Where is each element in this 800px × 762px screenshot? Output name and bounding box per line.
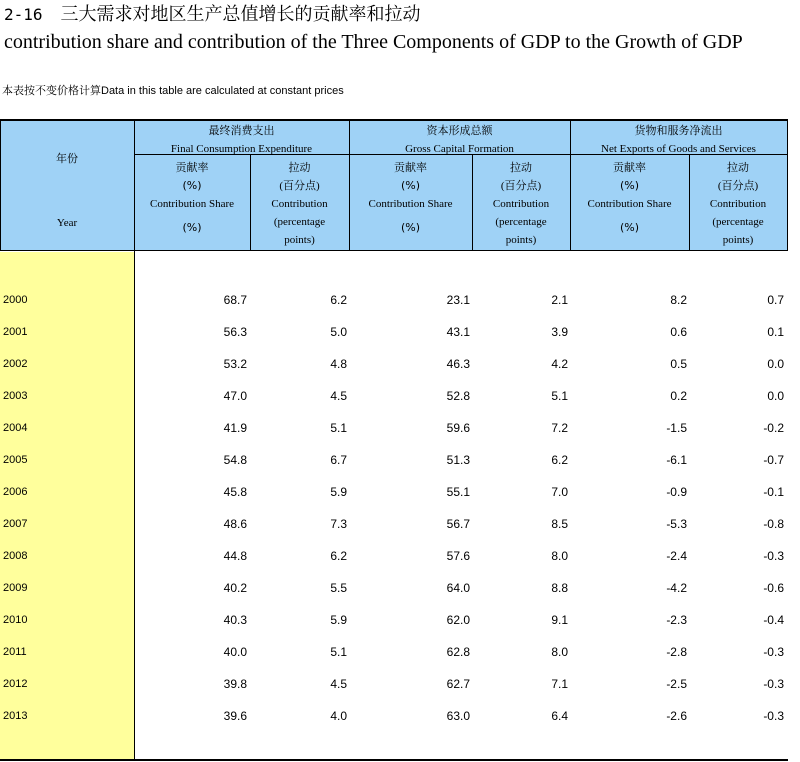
table-row [0,322,788,354]
subheader-share-en: Contribution Share [149,198,235,210]
cell-capital-share: 43.1 [446,325,470,339]
row-year: 2008 [3,550,28,562]
subheader-contrib-en2: (percentage [495,216,547,228]
cell-final-share: 47.0 [223,389,247,403]
cell-capital-share: 62.8 [446,645,470,659]
subheader-contrib-cn: 拉动 [510,162,532,174]
cell-final-share: 53.2 [223,357,247,371]
subheader-contrib-en3: points) [284,234,315,246]
table-row [0,386,788,418]
subheader-share-pct: (%) [182,179,202,192]
subheader-contrib-en1: Contribution [492,198,550,210]
cell-capital-share: 55.1 [446,485,470,499]
row-year: 2007 [3,518,28,530]
subheader-contrib-en2: (percentage [273,216,326,228]
table-row [0,482,788,514]
row-year: 2009 [3,582,28,594]
cell-final-contrib: 5.1 [330,421,347,435]
cell-final-share: 39.6 [223,709,247,723]
subheader-share-cn: 贡献率 [613,161,646,174]
cell-net-share: -2.3 [666,613,687,627]
cell-net-share: -2.8 [666,645,687,659]
subheader-share-pct2: (%) [400,221,421,234]
cell-capital-share: 52.8 [446,389,470,403]
subheader-share [134,159,250,237]
cell-net-contrib: -0.3 [763,709,784,723]
subheader-share-pct: (%) [619,179,640,192]
cell-capital-contrib: 7.0 [551,485,568,499]
cell-net-share: 0.5 [670,357,687,371]
cell-net-contrib: -0.3 [763,677,784,691]
group-header-en: Gross Capital Formation [405,143,514,155]
cell-net-contrib: 0.7 [767,293,784,307]
group-header-en: Final Consumption Expenditure [170,143,313,155]
subheader-share-cn: 贡献率 [394,161,427,174]
cell-capital-contrib: 8.8 [551,581,568,595]
cell-final-share: 39.8 [223,677,247,691]
cell-final-share: 68.7 [223,293,247,307]
cell-net-share: -1.5 [666,421,687,435]
cell-net-contrib: 0.0 [767,389,784,403]
table-row [0,578,788,610]
row-year: 2005 [3,454,28,466]
cell-final-share: 48.6 [223,517,247,531]
row-year: 2012 [3,678,28,690]
cell-final-contrib: 4.5 [330,389,347,403]
row-year: 2010 [3,614,28,626]
cell-capital-contrib: 6.4 [551,709,568,723]
subheader-contrib-unit: (百分点) [279,180,320,192]
cell-net-share: 0.6 [670,325,687,339]
table-title-en: contribution share and contribution of the Three Components of GDP to the Growth of GDP [4,31,743,53]
table-row [0,418,788,450]
cell-capital-share: 64.0 [446,581,470,595]
group-header-cn: 最终消费支出 [208,124,275,137]
cell-final-contrib: 4.5 [330,677,347,691]
cell-capital-share: 62.0 [446,613,470,627]
subheader-contrib-unit: (百分点) [717,180,759,192]
subheader-contrib-en3: points) [505,234,537,246]
row-year: 2013 [3,710,28,722]
header-bottom-line [0,250,788,251]
table-row [0,642,788,674]
subheader-contrib-cn: 拉动 [288,162,311,174]
cell-net-contrib: 0.0 [767,357,784,371]
subheader-contribution [689,159,787,249]
year-header-cn: 年份 [56,152,78,165]
data-table [0,119,788,761]
cell-final-contrib: 6.2 [330,549,347,563]
table-row [0,546,788,578]
table-row [0,290,788,322]
cell-net-share: -6.1 [666,453,687,467]
cell-final-share: 41.9 [223,421,247,435]
cell-capital-share: 46.3 [446,357,470,371]
subheader-share-pct: (%) [400,179,421,192]
table-row [0,514,788,546]
subheader-contribution [472,159,570,249]
cell-final-contrib: 6.7 [330,453,347,467]
cell-net-share: -2.4 [666,549,687,563]
subheader-share-cn: 贡献率 [175,161,209,174]
subheader-share-pct2: (%) [182,221,202,234]
table-row [0,610,788,642]
cell-final-contrib: 5.5 [330,581,347,595]
cell-net-contrib: -0.2 [763,421,784,435]
cell-final-share: 40.3 [223,613,247,627]
cell-net-contrib: -0.4 [763,613,784,627]
header-right-border [787,121,788,250]
subheader-contrib-unit: (百分点) [500,180,542,192]
subheader-share-en: Contribution Share [368,198,453,210]
table-note: 本表按不变价格计算Data in this table are calculated at constant prices [2,85,344,97]
cell-final-contrib: 4.8 [330,357,347,371]
cell-capital-contrib: 8.0 [551,645,568,659]
cell-capital-contrib: 7.1 [551,677,568,691]
table-row [0,706,788,738]
cell-final-contrib: 5.0 [330,325,347,339]
cell-final-contrib: 4.0 [330,709,347,723]
cell-final-share: 56.3 [223,325,247,339]
subheader-contrib-cn: 拉动 [727,162,749,174]
cell-final-share: 44.8 [223,549,247,563]
subheader-contribution [250,159,349,249]
table-row [0,354,788,386]
cell-capital-share: 57.6 [446,549,470,563]
title-cn-text: 三大需求对地区生产总值增长的贡献率和拉动 [60,4,421,25]
subheader-share-en: Contribution Share [587,198,672,210]
cell-net-share: 0.2 [670,389,687,403]
cell-capital-contrib: 6.2 [551,453,568,467]
subheader-share [349,159,472,237]
cell-capital-contrib: 4.2 [551,357,568,371]
cell-final-share: 54.8 [223,453,247,467]
cell-final-contrib: 6.2 [330,293,347,307]
cell-net-share: 8.2 [670,293,687,307]
cell-final-share: 45.8 [223,485,247,499]
cell-capital-contrib: 7.2 [551,421,568,435]
table-number: 2-16 [4,5,43,24]
cell-final-contrib: 7.3 [330,517,347,531]
cell-net-contrib: -0.6 [763,581,784,595]
group-header-en: Net Exports of Goods and Services [601,143,756,155]
table-bottom-border [0,759,788,761]
table-row [0,674,788,706]
subheader-contrib-en3: points) [722,234,754,246]
row-year: 2003 [3,390,28,402]
year-header-en: Year [56,217,78,229]
cell-net-contrib: -0.3 [763,549,784,563]
subheader-contrib-en2: (percentage [712,216,764,228]
row-year: 2000 [3,294,28,306]
table-row [0,450,788,482]
cell-net-contrib: 0.1 [767,325,784,339]
group-header-cn: 货物和服务净流出 [634,124,723,137]
cell-net-contrib: -0.1 [763,485,784,499]
cell-capital-contrib: 8.0 [551,549,568,563]
group-header-cn: 资本形成总额 [426,124,493,137]
cell-capital-share: 59.6 [446,421,470,435]
subheader-contrib-en1: Contribution [271,198,328,210]
subheader-contrib-en1: Contribution [709,198,767,210]
cell-net-share: -2.5 [666,677,687,691]
subheader-share [570,159,689,237]
row-year: 2006 [3,486,28,498]
cell-net-contrib: -0.7 [763,453,784,467]
cell-net-share: -4.2 [666,581,687,595]
cell-final-contrib: 5.9 [330,613,347,627]
cell-final-share: 40.0 [223,645,247,659]
cell-capital-share: 63.0 [446,709,470,723]
row-year: 2004 [3,422,28,434]
cell-capital-share: 56.7 [446,517,470,531]
table-title-cn [4,4,421,26]
cell-capital-share: 51.3 [446,453,470,467]
cell-final-contrib: 5.1 [330,645,347,659]
cell-net-contrib: -0.8 [763,517,784,531]
cell-net-share: -0.9 [666,485,687,499]
cell-capital-contrib: 3.9 [551,325,568,339]
cell-capital-share: 62.7 [446,677,470,691]
cell-capital-share: 23.1 [446,293,470,307]
cell-net-contrib: -0.3 [763,645,784,659]
row-year: 2002 [3,358,28,370]
subheader-share-pct2: (%) [619,221,640,234]
cell-capital-contrib: 5.1 [551,389,568,403]
cell-capital-contrib: 9.1 [551,613,568,627]
cell-net-share: -5.3 [666,517,687,531]
cell-capital-contrib: 2.1 [551,293,568,307]
cell-capital-contrib: 8.5 [551,517,568,531]
row-year: 2001 [3,326,28,338]
row-year: 2011 [3,646,27,658]
cell-final-contrib: 5.9 [330,485,347,499]
cell-net-share: -2.6 [666,709,687,723]
cell-final-share: 40.2 [223,581,247,595]
